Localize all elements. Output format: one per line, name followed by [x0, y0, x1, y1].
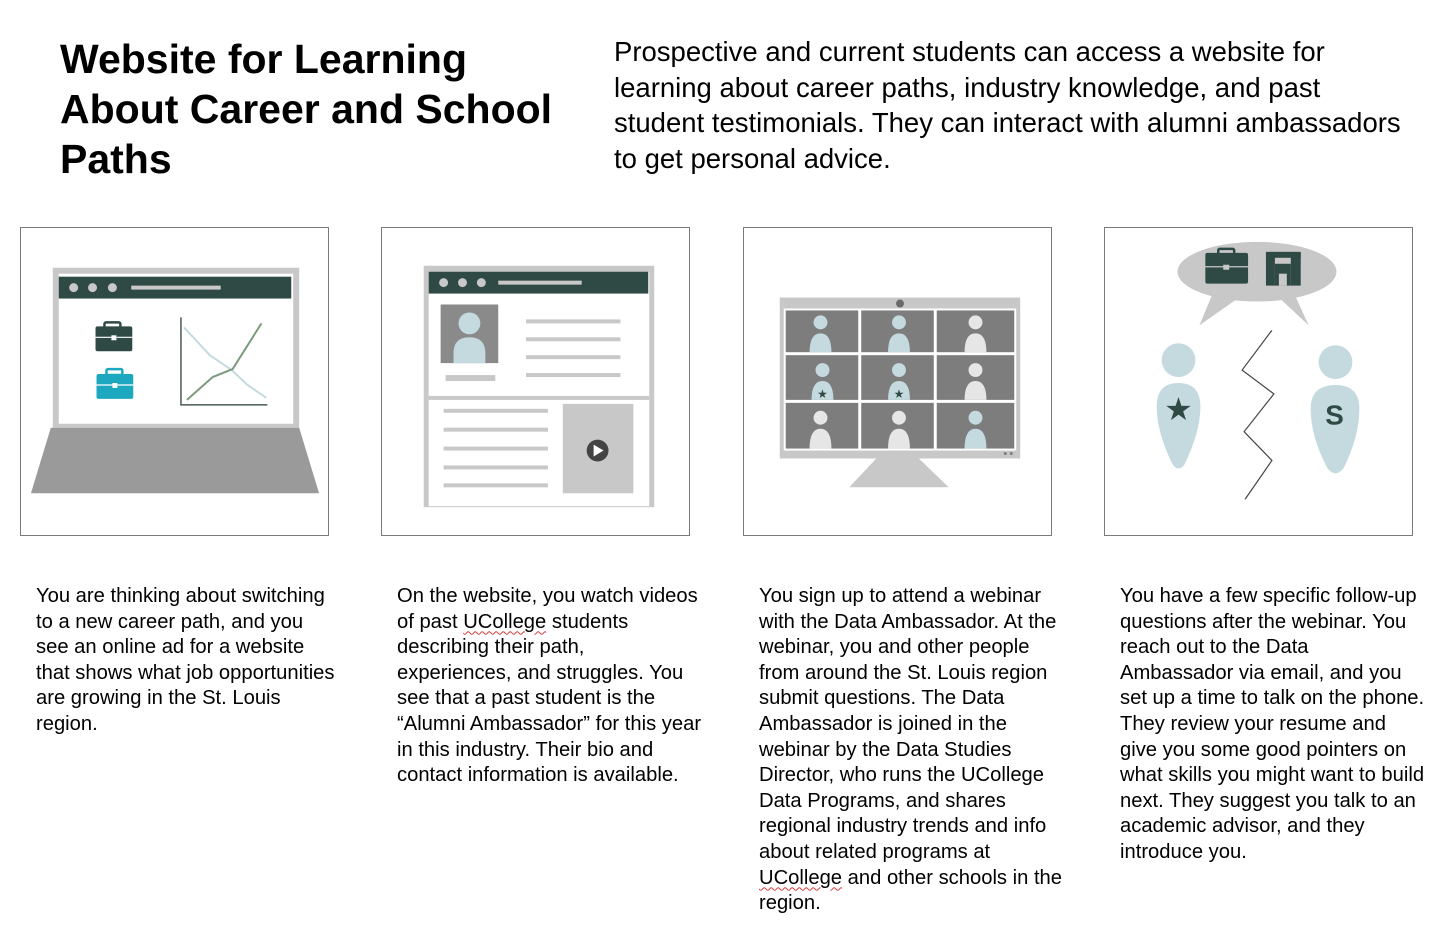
laptop-base [31, 428, 319, 494]
panel-4-conversation-illustration [1104, 227, 1413, 536]
panel-1-laptop-illustration [20, 227, 329, 536]
panel-4-caption: You have a few specific follow-up questions after the webinar. You reach out to the Data Ambassador via email, and you set up a time to talk on the phone. They review your resume and give you some good pointers on what skills you might want to build next. They suggest you talk to an academic advisor, and they introduce you. [1120, 585, 1425, 863]
person-right-s [1311, 345, 1360, 473]
star-icon: ★ [1164, 390, 1193, 428]
page-description: Prospective and current students can access a website for learning about career paths, industry knowledge, and past student testimonials. They can interact with alumni ambassadors to get personal advice. [614, 36, 1401, 174]
svg-text:★: ★ [817, 386, 828, 401]
participant-grid [786, 310, 1015, 448]
page-title: Website for Learning About Career and School Paths [60, 36, 553, 182]
briefcase-dark-icon [96, 322, 133, 351]
phone-line [1242, 330, 1274, 499]
person-left-star [1157, 343, 1201, 468]
panel-1-caption: You are thinking about switching to a new career path, and you see an online ad for a website that shows what job opportunities are growing in the St. Louis region. [36, 585, 335, 735]
panel-3-caption: You sign up to attend a webinar with the Data Ambassador. At the webinar, you and other people from around the St. Louis region submit questions. The Data Ambassador is joined in the webinar by the Data Studies Director, who runs the UCollege Data Programs, and shares regional industry trends and info about related programs at UCollege and other schools in the region. [759, 585, 1063, 915]
monitor-stand [849, 457, 948, 488]
panel-3-webinar-illustration [743, 227, 1052, 536]
person-label: S [1325, 399, 1344, 431]
panel-2-profile-illustration [381, 227, 690, 536]
school-building-icon [1266, 252, 1301, 286]
panel-2-caption: On the website, you watch videos of past UCollege students describing their path, experiences, and struggles. You see that a past student is the “Alumni Ambassador” for this year in this industry. Their bio and contact information is available. [397, 585, 702, 787]
webcam-icon [896, 300, 904, 308]
profile-photo [441, 305, 499, 364]
svg-text:★: ★ [893, 386, 905, 401]
speech-bubble [1178, 242, 1337, 325]
briefcase-icon [1205, 249, 1248, 284]
